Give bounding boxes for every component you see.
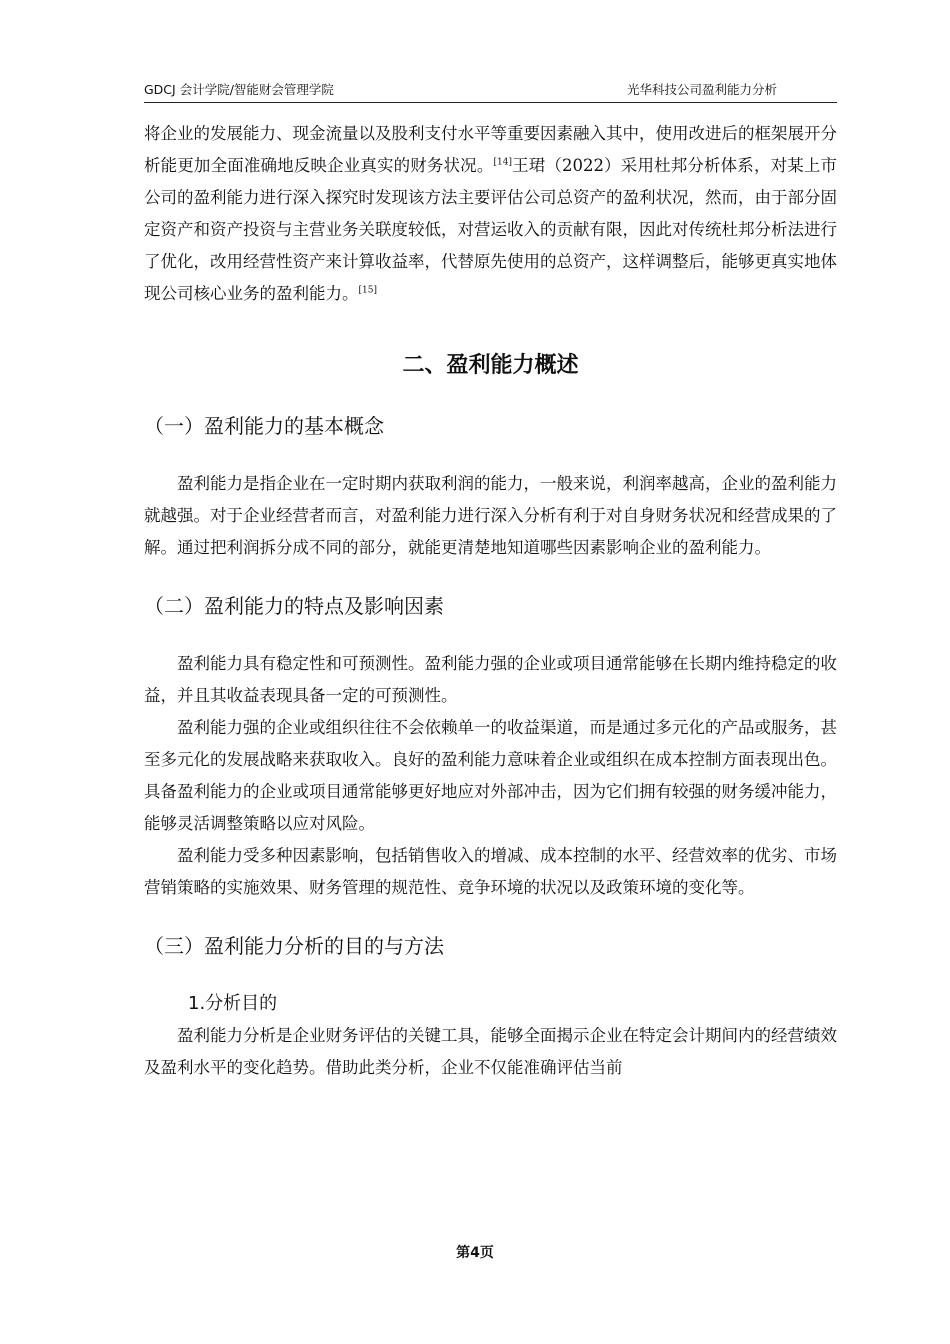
section-1-title: （一）盈利能力的基本概念 (144, 414, 384, 438)
section-2-paragraph-3: 盈利能力受多种因素影响，包括销售收入的增减、成本控制的水平、经营效率的优劣、市场营销策略的实施效果、财务管理的规范性、竞争环境的状况以及政策环境的变化等。 (144, 846, 837, 897)
subsection-analysis-purpose: 1.分析目的 (188, 993, 278, 1014)
section-3-paragraph-1: 盈利能力分析是企业财务评估的关键工具，能够全面揭示企业在特定会计期间内的经营绩效及盈利水平的变化趋势。借助此类分析，企业不仅能准确评估当前 (144, 1026, 837, 1077)
page-header (144, 78, 837, 103)
intro-paragraph (144, 118, 837, 310)
header-institution: GDCJ 会计学院/智能财会管理学院 (144, 82, 334, 97)
page-content (144, 118, 837, 1084)
page-number: 第4页 (456, 1245, 494, 1261)
section-1-paragraph-1: 盈利能力是指企业在一定时期内获取利润的能力，一般来说，利润率越高，企业的盈利能力就越强。对于企业经营者而言，对盈利能力进行深入分析有利于对自身财务状况和经营成果的了解。通过把利润拆分成不同的部分，就能更清楚地知道哪些因素影响企业的盈利能力。 (144, 474, 837, 557)
chapter-title: 二、盈利能力概述 (402, 353, 579, 378)
section-2-paragraph-1: 盈利能力具有稳定性和可预测性。盈利能力强的企业或项目通常能够在长期内维持稳定的收益，并且其收益表现具备一定的可预测性。 (144, 654, 837, 705)
intro-text-2: 王珺（2022）采用杜邦分析体系，对某上市公司的盈利能力进行深入探究时发现该方法主要评估公司总资产的盈利状况，然而，由于部分固定资产和资产投资与主营业务关联度较低，对营运收入的贡献有限，因此对传统杜邦分析法进行了优化，改用经营性资产来计算收益率，代替原先使用的总资产，这样调整后，能够更真实地体现公司核心业务的盈利能力。 (144, 156, 838, 303)
citation-15: [15] (358, 285, 377, 296)
section-2-paragraph-2: 盈利能力强的企业或组织往往不会依赖单一的收益渠道，而是通过多元化的产品或服务，甚至多元化的发展战略来获取收入。良好的盈利能力意味着企业或组织在成本控制方面表现出色。具备盈利能力的企业或项目通常能够更好地应对外部冲击，因为它们拥有较强的财务缓冲能力，能够灵活调整策略以应对风险。 (144, 718, 837, 833)
section-2-title: （二）盈利能力的特点及影响因素 (144, 594, 444, 618)
section-3-title: （三）盈利能力分析的目的与方法 (144, 934, 444, 958)
citation-14: [14] (493, 157, 512, 168)
header-report-title: 光华科技公司盈利能力分析 (626, 82, 777, 97)
intro-text-1: 将企业的发展能力、现金流量以及股利支付水平等重要因素融入其中，使用改进后的框架展开分析能更加全面准确地反映企业真实的财务状况。 (144, 124, 837, 175)
